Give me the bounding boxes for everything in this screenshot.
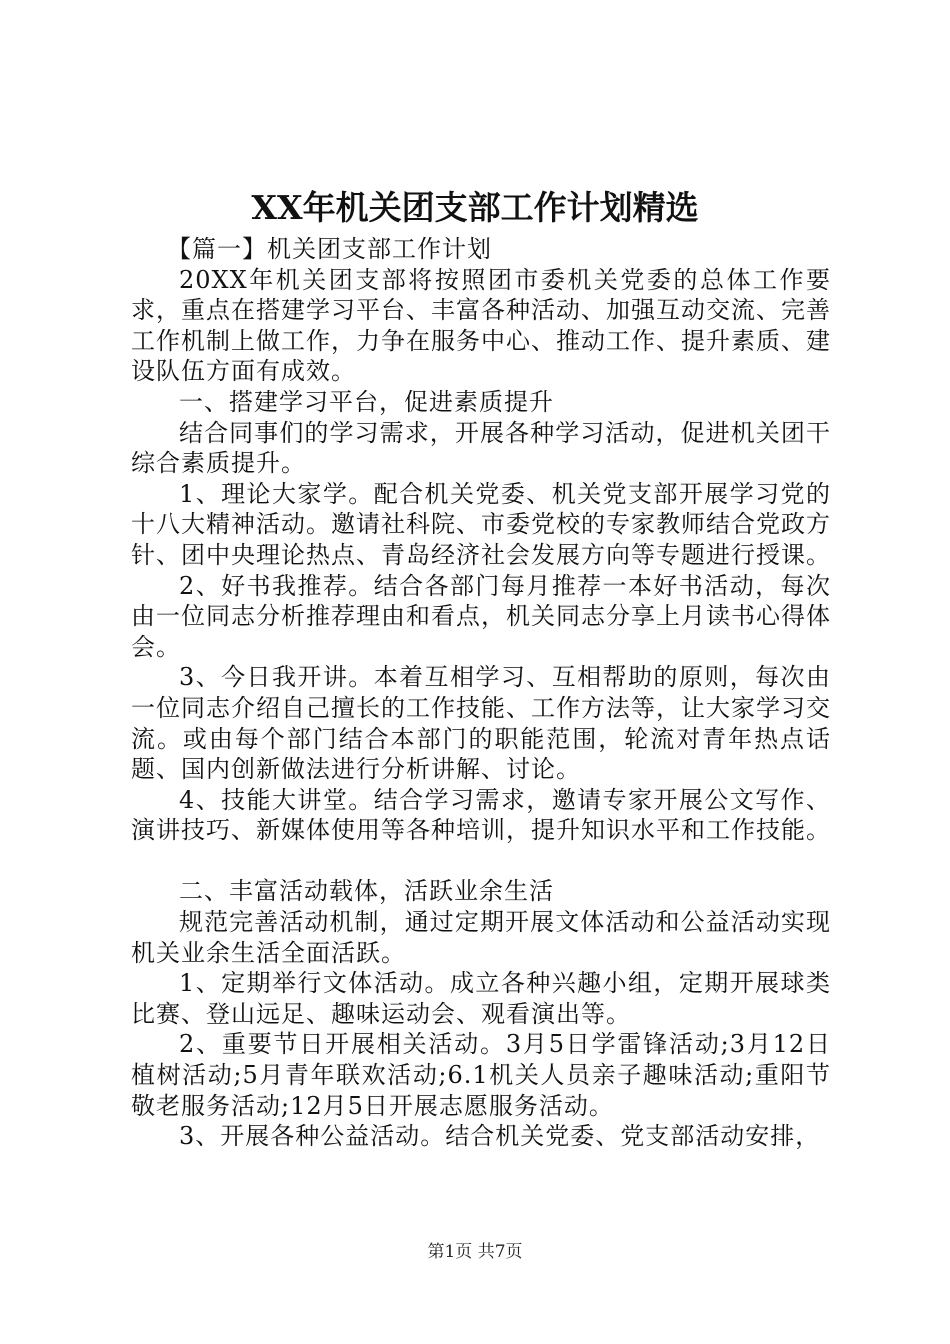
- section-heading-2: 二、丰富活动载体，活跃业余生活: [179, 877, 554, 906]
- section-heading-1: 一、搭建学习平台，促进素质提升: [179, 387, 554, 416]
- section-2-intro: 规范完善活动机制，通过定期开展文体活动和公益活动实现机关业余生活全面活跃。: [131, 908, 831, 967]
- page-number-footer: 第1页 共7页: [427, 1242, 523, 1262]
- section-tag-paragraph: 【篇一】机关团支部工作计划: [167, 235, 492, 263]
- section-1-item-1: 1、理论大家学。配合机关党委、机关党支部开展学习党的十八大精神活动。邀请社科院、市委党校的专家教师结合党政方针、团中央理论热点、青岛经济社会发展方向等专题进行授课。: [131, 479, 831, 569]
- section-2-item-3: 3、开展各种公益活动。结合机关党委、党支部活动安排，: [179, 1122, 821, 1151]
- section-1-item-4: 4、技能大讲堂。结合学习需求，邀请专家开展公文写作、演讲技巧、新媒体使用等各种培训，提升知识水平和工作技能。: [131, 785, 831, 845]
- section-2-item-1: 1、定期举行文体活动。成立各种兴趣小组，定期开展球类比赛、登山远足、趣味运动会、观看演出等。: [131, 969, 831, 1028]
- section-1-item-3: 3、今日我开讲。本着互相学习、互相帮助的原则，每次由一位同志介绍自己擅长的工作技能、工作方法等，让大家学习交流。或由每个部门结合本部门的职能范围，轮流对青年热点话题、国内创新做法进行分析讲解、讨论。: [131, 663, 831, 784]
- section-2-item-2: 2、重要节日开展相关活动。3月5日学雷锋活动;3月12日植树活动;5月青年联欢活动;6.1机关人员亲子趣味活动;重阳节敬老服务活动;12月5日开展志愿服务活动。: [131, 1030, 831, 1120]
- document-title: XX年机关团支部工作计划精选: [251, 188, 699, 227]
- paragraph-spacer: [131, 846, 831, 877]
- section-1-item-2: 2、好书我推荐。结合各部门每月推荐一本好书活动，每次由一位同志分析推荐理由和看点，机关同志分享上月读书心得体会。: [131, 571, 831, 661]
- document-body: [131, 234, 831, 1152]
- section-1-intro: 结合同事们的学习需求，开展各种学习活动，促进机关团干综合素质提升。: [131, 418, 831, 478]
- intro-paragraph: 20XX年机关团支部将按照团市委机关党委的总体工作要求，重点在搭建学习平台、丰富各种活动、加强互动交流、完善工作机制上做工作，力争在服务中心、推动工作、提升素质、建设队伍方面有成效。: [131, 265, 831, 386]
